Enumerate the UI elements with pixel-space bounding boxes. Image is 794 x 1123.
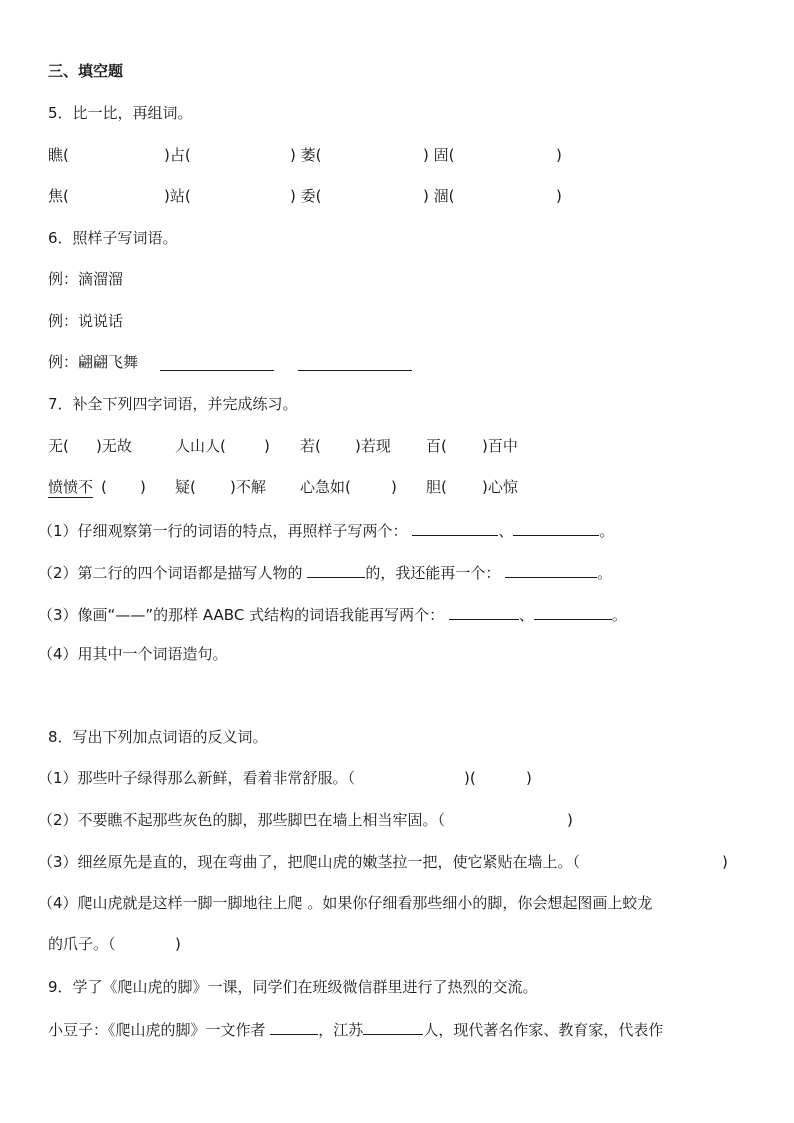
q9-line-mid: ，江苏 [318, 1021, 364, 1039]
q7-r1-4b: )百中 [482, 437, 518, 455]
q5-r2-a: 焦( [48, 187, 69, 205]
q6-example-3: 例：翩翩飞舞 [48, 353, 139, 371]
q7-sub-2-text: （2）第二行的四个词语都是描写人物的 [38, 564, 303, 582]
q7-r1-1b: )无故 [96, 437, 132, 455]
q5-r2-c: ) 委( [290, 187, 322, 205]
q7-r2-2a: 疑( [175, 478, 196, 496]
q7-r2-1b: ( [101, 478, 107, 496]
q7-sub-1-end: 。 [599, 522, 615, 540]
q7-sub-1-sep: 、 [498, 522, 514, 540]
q7-r2-1c: ) [140, 478, 146, 496]
q5-r1-c: ) 萎( [290, 146, 322, 164]
q7-sub-2-end: 。 [597, 564, 613, 582]
q7-sub-1 [38, 519, 614, 539]
q7-sub-3-blank-1[interactable] [449, 603, 519, 620]
q7-sub-3-end: 。 [611, 606, 627, 624]
q7-r2-2b: )不解 [230, 478, 266, 496]
q7-sub-3-blank-2[interactable] [534, 603, 612, 620]
q7-sub-3-text: （3）像画“——”的那样 AABC 式结构的词语我能再写两个： [38, 606, 445, 624]
q8-sub-1-p1: )( [464, 769, 476, 787]
q7-sub-2 [38, 561, 612, 581]
q7-sub-4: （4）用其中一个词语造句。 [38, 645, 228, 663]
q8-sub-2-text: （2）不要瞧不起那些灰色的脚，那些脚巴在墙上相当牢固。（ [38, 811, 446, 829]
q5-r1-a: 瞧( [48, 146, 69, 164]
q7-sub-1-blank-1[interactable] [412, 519, 498, 536]
q7-r2-3b: ) [391, 478, 397, 496]
q7-sub-2-mid: 的，我还能再一个： [365, 564, 501, 582]
q8-prompt: 8．写出下列加点词语的反义词。 [48, 728, 268, 746]
q9-line-end: 人，现代著名作家、教育家，代表作 [423, 1021, 664, 1039]
q6-answer-blank-2[interactable] [298, 354, 412, 371]
q5-prompt: 5．比一比，再组词。 [48, 104, 193, 122]
q7-sub-1-blank-2[interactable] [513, 519, 599, 536]
q8-sub-3-text: （3）细丝原先是直的，现在弯曲了，把爬山虎的嫩茎拉一把，使它紧贴在墙上。（ [38, 853, 581, 871]
q5-r1-d: ) 固( [423, 146, 455, 164]
q7-r1-4a: 百( [426, 437, 447, 455]
q7-sub-2-blank-2[interactable] [505, 561, 597, 578]
q9-prompt: 9．学了《爬山虎的脚》一课，同学们在班级微信群里进行了热烈的交流。 [48, 978, 538, 996]
q7-r1-1a: 无( [48, 437, 69, 455]
q8-sub-2-p1: ) [567, 811, 573, 829]
q6-prompt: 6．照样子写词语。 [48, 229, 178, 247]
q8-sub-4-text: 的爪子。（ [48, 935, 116, 953]
q9-author-blank[interactable] [270, 1018, 318, 1035]
q7-sub-1-text: （1）仔细观察第一行的词语的特点，再照样子写两个： [38, 522, 408, 540]
q7-r2-4a: 胆( [426, 478, 447, 496]
q9-hometown-blank[interactable] [363, 1018, 423, 1035]
section-title: 三、填空题 [48, 62, 124, 80]
q5-r1-b: )占( [164, 146, 191, 164]
q7-r2-4b: )心惊 [482, 478, 518, 496]
q9-line-text: 小豆子：《爬山虎的脚》一文作者 [48, 1021, 266, 1039]
q7-r1-2b: ) [264, 437, 270, 455]
q7-sub-3-sep: 、 [518, 606, 534, 624]
q7-prompt: 7．补全下列四字词语，并完成练习。 [48, 395, 298, 413]
q9-line [48, 1018, 663, 1038]
q6-example-1: 例：滴溜溜 [48, 270, 124, 288]
q5-r1-e: ) [556, 146, 562, 164]
q7-r2-underlined-word: 愤愤不 [48, 478, 94, 496]
q7-r1-3a: 若( [300, 437, 321, 455]
q8-sub-1-text: （1）那些叶子绿得那么新鲜，看着非常舒服。（ [38, 769, 356, 787]
q8-sub-3-p1: ) [722, 853, 728, 871]
q8-sub-4-line1: （4）爬山虎就是这样一脚一脚地往上爬 。如果你仔细看那些细小的脚，你会想起图画上蛟龙 [38, 894, 653, 912]
q7-sub-2-blank-1[interactable] [307, 561, 365, 578]
q5-r2-d: ) 涸( [423, 187, 455, 205]
q8-sub-1-p2: ) [526, 769, 532, 787]
q8-sub-4-p1: ) [175, 935, 181, 953]
q5-r2-e: ) [556, 187, 562, 205]
q6-answer-blank-1[interactable] [160, 354, 274, 371]
q7-r1-3b: )若现 [355, 437, 391, 455]
q7-sub-3 [38, 603, 627, 623]
q7-r1-2a: 人山人( [175, 437, 226, 455]
q6-example-2: 例：说说话 [48, 312, 124, 330]
q7-r2-3a: 心急如( [300, 478, 351, 496]
q5-r2-b: )站( [164, 187, 191, 205]
